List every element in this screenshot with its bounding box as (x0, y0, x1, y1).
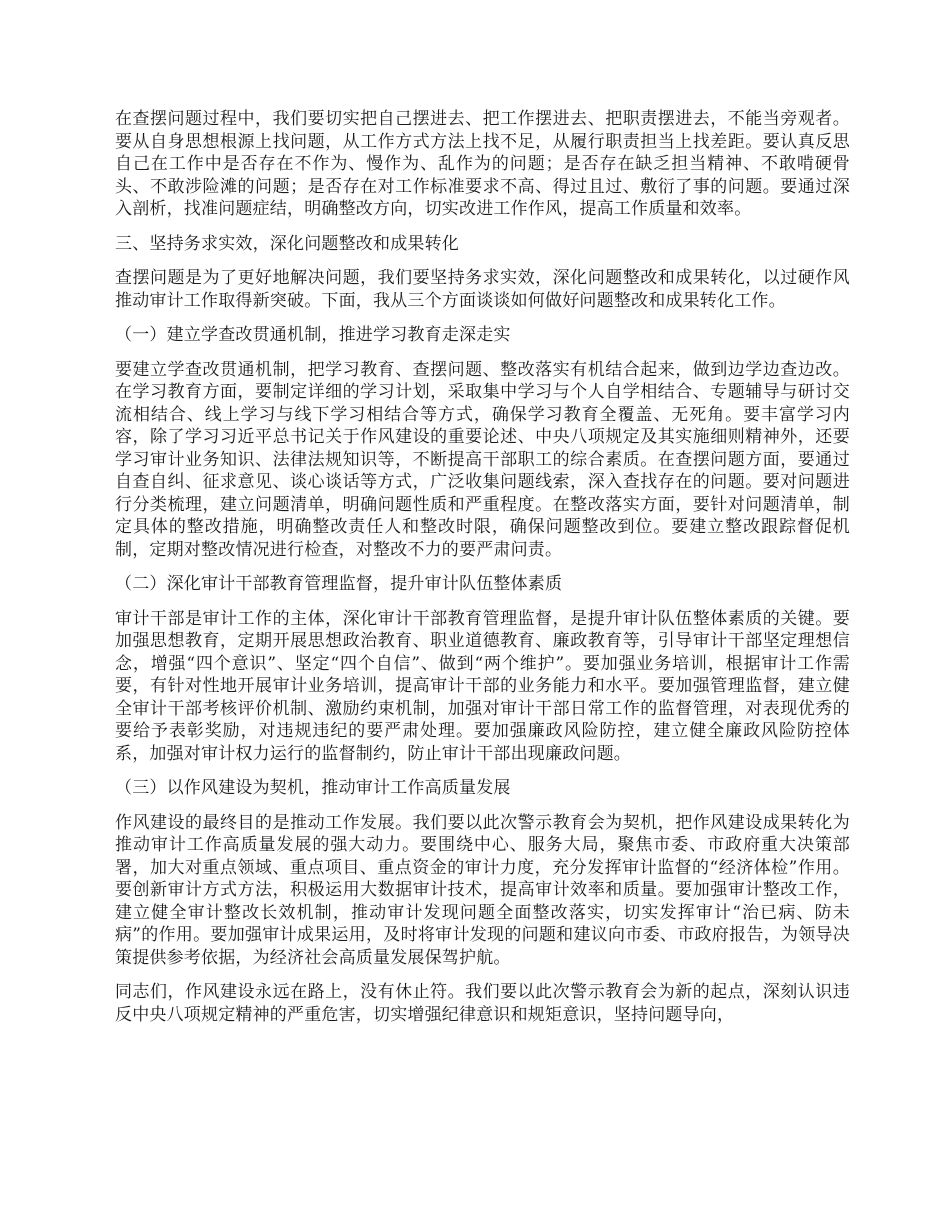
subheading-1: （一）建立学查改贯通机制，推进学习教育走深走实 (115, 325, 511, 345)
paragraph-self-reflection: 在查摆问题过程中，我们要切实把自己摆进去、把工作摆进去、把职责摆进去，不能当旁观者。要从自身思想根源上找问题，从工作方式方法上找不足，从履行职责担当上找差距。要认真反思自己在工作中是否存在不作为、慢作为、乱作为的问题；是否存在缺乏担当精神、不敢啃硬骨头、不敢涉险滩的问题；是否存在对工作标准要求不高、得过且过、敷衍了事的问题。要通过深入剖析，找准问题症结，明确整改方向，切实改进工作作风，提高工作质量和效率。 (115, 109, 850, 219)
section-heading-3: 三、坚持务求实效，深化问题整改和成果转化 (115, 233, 459, 254)
paragraph-study-mechanism: 要建立学查改贯通机制，把学习教育、查摆问题、整改落实有机结合起来，做到边学边查边改。在学习教育方面，要制定详细的学习计划，采取集中学习与个人自学相结合、专题辅导与研讨交流相结合、线上学习与线下学习相结合等方式，确保学习教育全覆盖、无死角。要丰富学习内容，除了学习习近平总书记关于作风建设的重要论述、中央八项规定及其实施细则精神外，还要学习审计业务知识、法律法规知识等，不断提高干部职工的综合素质。在查摆问题方面，要通过自查自纠、征求意见、谈心谈话等方式，广泛收集问题线索，深入查找存在的问题。要对问题进行分类梳理，建立问题清单，明确问题性质和严重程度。在整改落实方面，要针对问题清单，制定具体的整改措施，明确整改责任人和整改时限，确保问题整改到位。要建立整改跟踪督促机制，定期对整改情况进行检查，对整改不力的要严肃问责。 (115, 359, 850, 560)
subheading-3: （三）以作风建设为契机，推动审计工作高质量发展 (115, 778, 511, 798)
subheading-2: （二）深化审计干部教育管理监督，提升审计队伍整体素质 (115, 574, 563, 594)
document-page (115, 108, 850, 1038)
paragraph-rectification-intro: 查摆问题是为了更好地解决问题，我们要坚持务求实效，深化问题整改和成果转化，以过硬作风推动审计工作取得新突破。下面，我从三个方面谈谈如何做好问题整改和成果转化工作。 (115, 268, 850, 311)
paragraph-closing: 同志们，作风建设永远在路上，没有休止符。我们要以此次警示教育会为新的起点，深刻认识违反中央八项规定精神的严重危害，切实增强纪律意识和规矩意识，坚持问题导向， (115, 982, 850, 1025)
paragraph-cadre-management: 审计干部是审计工作的主体，深化审计干部教育管理监督，是提升审计队伍整体素质的关键。要加强思想教育，定期开展思想政治教育、职业道德教育、廉政教育等，引导审计干部坚定理想信念，增强“四个意识”、坚定“四个自信”、做到“两个维护”。要加强业务培训，根据审计工作需要，有针对性地开展审计业务培训，提高审计干部的业务能力和水平。要加强管理监督，建立健全审计干部考核评价机制、激励约束机制，加强对审计干部日常工作的监督管理，对表现优秀的要给予表彰奖励，对违规违纪的要严肃处理。要加强廉政风险防控，建立健全廉政风险防控体系，加强对审计权力运行的监督制约，防止审计干部出现廉政问题。 (115, 608, 850, 764)
paragraph-high-quality-development: 作风建设的最终目的是推动工作发展。我们要以此次警示教育会为契机，把作风建设成果转化为推动审计工作高质量发展的强大动力。要围绕中心、服务大局，聚焦市委、市政府重大决策部署，加大对重点领域、重点项目、重点资金的审计力度，充分发挥审计监督的“经济体检”作用。要创新审计方式方法，积极运用大数据审计技术，提高审计效率和质量。要加强审计整改工作，建立健全审计整改长效机制，推动审计发现问题全面整改落实，切实发挥审计“治已病、防未病”的作用。要加强审计成果运用，及时将审计发现的问题和建议向市委、市政府报告，为领导决策提供参考依据，为经济社会高质量发展保驾护航。 (115, 812, 850, 968)
